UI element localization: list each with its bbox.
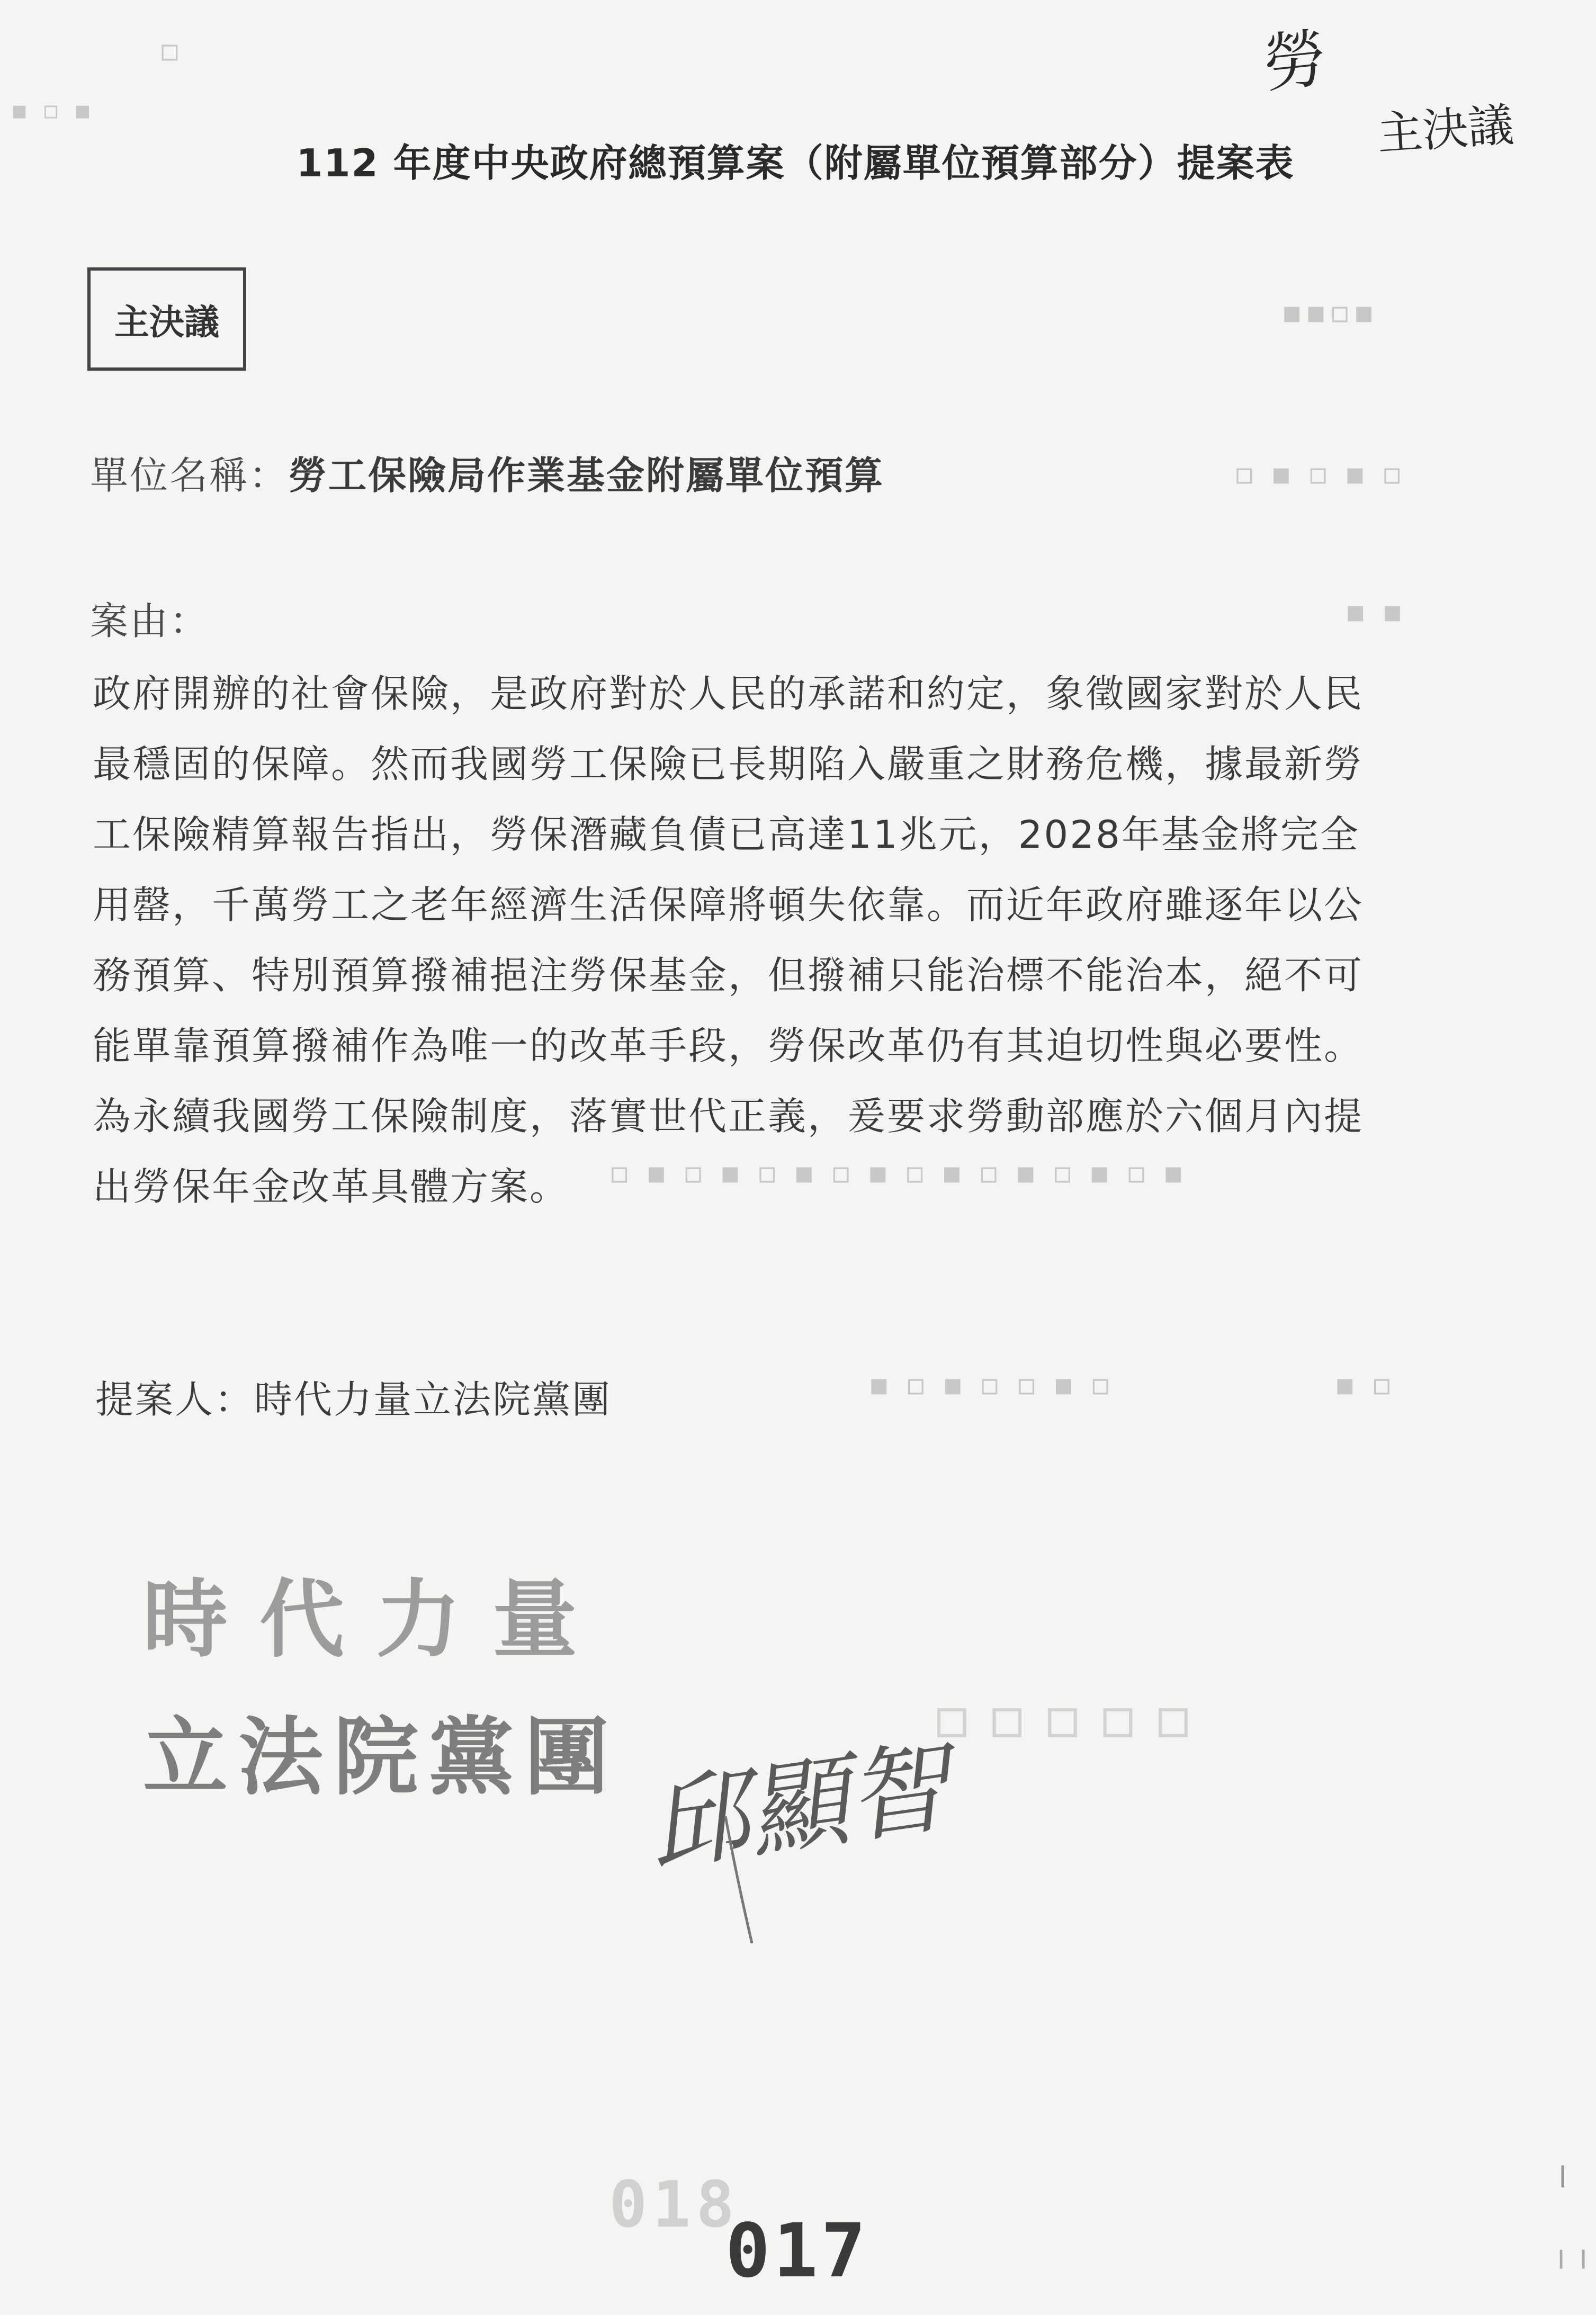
reason-line: 出勞保年金改革具體方案。 — [93, 1164, 570, 1209]
reason-label: 案由： — [90, 599, 210, 643]
resolution-type-box — [87, 267, 246, 371]
seal-stamp-line2: 立法院黨團 — [143, 1707, 620, 1807]
reason-line: 最穩固的保障。然而我國勞工保險已長期陷入嚴重之財務危機，據最新勞 — [93, 742, 1364, 786]
bleed-through-mark: ▪▪▫▪ — [1281, 294, 1378, 330]
seal-stamp-line1: 時代力量 — [143, 1569, 609, 1669]
bleed-through-mark: ▫ ▪ ▫ ▪ ▫ — [1234, 455, 1406, 491]
reason-line: 能單靠預算撥補作為唯一的改革手段，勞保改革仍有其迫切性與必要性。 — [93, 1024, 1364, 1068]
proposer-row — [95, 1369, 612, 1424]
handwritten-mark-top: 勞 — [1260, 22, 1331, 102]
bleed-through-mark: ▫ — [159, 32, 184, 69]
edge-mark: ╵ — [1552, 2166, 1577, 2209]
proposer-value: 時代力量立法院黨團 — [254, 1377, 612, 1422]
reason-line: 用罄，千萬勞工之老年經濟生活保障將頓失依靠。而近年政府雖逐年以公 — [93, 883, 1364, 927]
resolution-type-label: 主決議 — [114, 302, 219, 343]
page-number-stamp: 017 — [725, 2208, 869, 2294]
document-title: 112 年度中央政府總預算案（附屬單位預算部分）提案表 — [296, 141, 1295, 185]
bleed-through-mark: ▪ ▫ ▪ ▫ ▫ ▪ ▫ — [868, 1366, 1114, 1402]
bleed-through-mark: ▪ ▫ ▪ — [11, 95, 95, 125]
handwritten-mark-side: 主決議 — [1375, 98, 1516, 161]
bleed-through-seal: ▫▫▫▫▫ — [932, 1684, 1209, 1752]
proposer-label: 提案人： — [95, 1377, 255, 1422]
bleed-through-mark: ▪ ▪ — [1345, 593, 1406, 629]
reason-line: 工保險精算報告指出，勞保潛藏負債已高達11兆元，2028年基金將完全 — [93, 812, 1360, 857]
signature: 邱顯智 — [640, 1728, 956, 1886]
unit-name-row — [90, 445, 884, 500]
unit-name-value: 勞工保險局作業基金附屬單位預算 — [289, 453, 885, 498]
page-stamp-faint: 018 — [609, 2168, 740, 2242]
bleed-through-mark: ▪ ▫ — [1334, 1366, 1396, 1402]
unit-name-label: 單位名稱： — [90, 453, 289, 498]
reason-line: 政府開辦的社會保險，是政府對於人民的承諾和約定，象徵國家對於人民 — [93, 671, 1364, 716]
reason-line: 為永續我國勞工保險制度，落實世代正義，爰要求勞動部應於六個月內提 — [93, 1094, 1364, 1138]
reason-line: 務預算、特別預算撥補挹注勞保基金，但撥補只能治標不能治本，絕不可 — [93, 953, 1364, 998]
signature-stroke — [720, 1811, 763, 1949]
bleed-through-mark: ▫ ▪ ▫ ▪ ▫ ▪ ▫ ▪ ▫ ▪ ▫ ▪ ▫ ▪ ▫ ▪ — [609, 1154, 1187, 1190]
edge-mark: ╵╵ — [1552, 2250, 1596, 2287]
